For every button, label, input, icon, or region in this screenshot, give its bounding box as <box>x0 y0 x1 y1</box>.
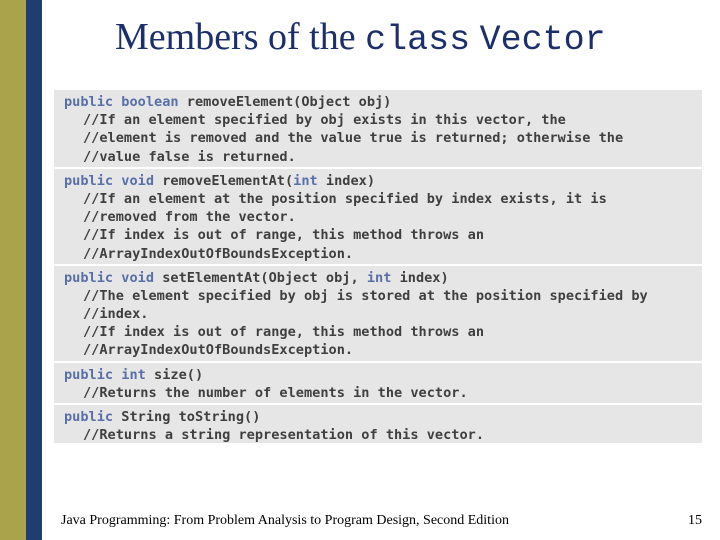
signature-text: String toString() <box>113 409 261 425</box>
left-accent-bar-olive <box>0 0 26 540</box>
signature-text: setElementAt(Object obj, <box>154 269 367 286</box>
method-comment: //ArrayIndexOutOfBoundsException. <box>83 245 354 262</box>
title-code-class: class <box>365 20 471 60</box>
signature-text: removeElementAt( <box>154 172 294 189</box>
method-comment: //The element specified by obj is stored at the position specified by <box>83 287 648 304</box>
method-signature <box>54 366 702 384</box>
method-comment: //removed from the vector. <box>83 209 296 226</box>
method-comment: //value false is returned. <box>83 148 296 165</box>
method-signature <box>54 93 702 111</box>
signature-text: index) <box>317 172 376 189</box>
method-comment: //Returns a string representation of this vector. <box>83 427 485 444</box>
method-signature <box>54 269 702 287</box>
signature-keyword: int <box>293 172 318 189</box>
code-block <box>54 90 702 169</box>
signature-keyword: int <box>366 269 392 286</box>
code-listing <box>54 90 702 443</box>
code-block <box>54 405 702 445</box>
code-block <box>54 363 702 405</box>
code-block <box>54 266 702 363</box>
method-signature <box>54 408 702 426</box>
code-block <box>54 169 702 266</box>
signature-text: size() <box>145 366 204 383</box>
method-comment: //If an element specified by obj exists in this vector, the <box>83 112 566 129</box>
signature-text: index) <box>391 269 449 286</box>
slide-title <box>115 14 606 63</box>
method-comment: //ArrayIndexOutOfBoundsException. <box>83 342 354 359</box>
signature-keyword: public void <box>64 269 155 286</box>
method-comment: //element is removed and the value true is returned; otherwise the <box>83 130 624 147</box>
method-comment: //If index is out of range, this method throws an <box>83 227 485 244</box>
method-comment: //index. <box>83 306 149 323</box>
signature-keyword: public <box>64 409 114 425</box>
page-number: 15 <box>688 513 702 528</box>
method-comment: //If index is out of range, this method throws an <box>83 324 485 341</box>
left-accent-bar-navy <box>26 0 42 540</box>
signature-keyword: public int <box>64 366 146 383</box>
signature-text: removeElement(Object obj) <box>178 94 392 110</box>
signature-keyword: public boolean <box>64 94 179 110</box>
method-comment: //Returns the number of elements in the vector. <box>83 384 468 401</box>
method-comment: //If an element at the position specified by index exists, it is <box>83 190 607 207</box>
signature-keyword: public void <box>64 172 155 189</box>
footer-text: Java Programming: From Problem Analysis to Program Design, Second Edition <box>61 513 509 528</box>
title-text: Members of the <box>115 16 356 58</box>
title-code-vector: Vector <box>479 20 606 60</box>
method-signature <box>54 172 702 190</box>
